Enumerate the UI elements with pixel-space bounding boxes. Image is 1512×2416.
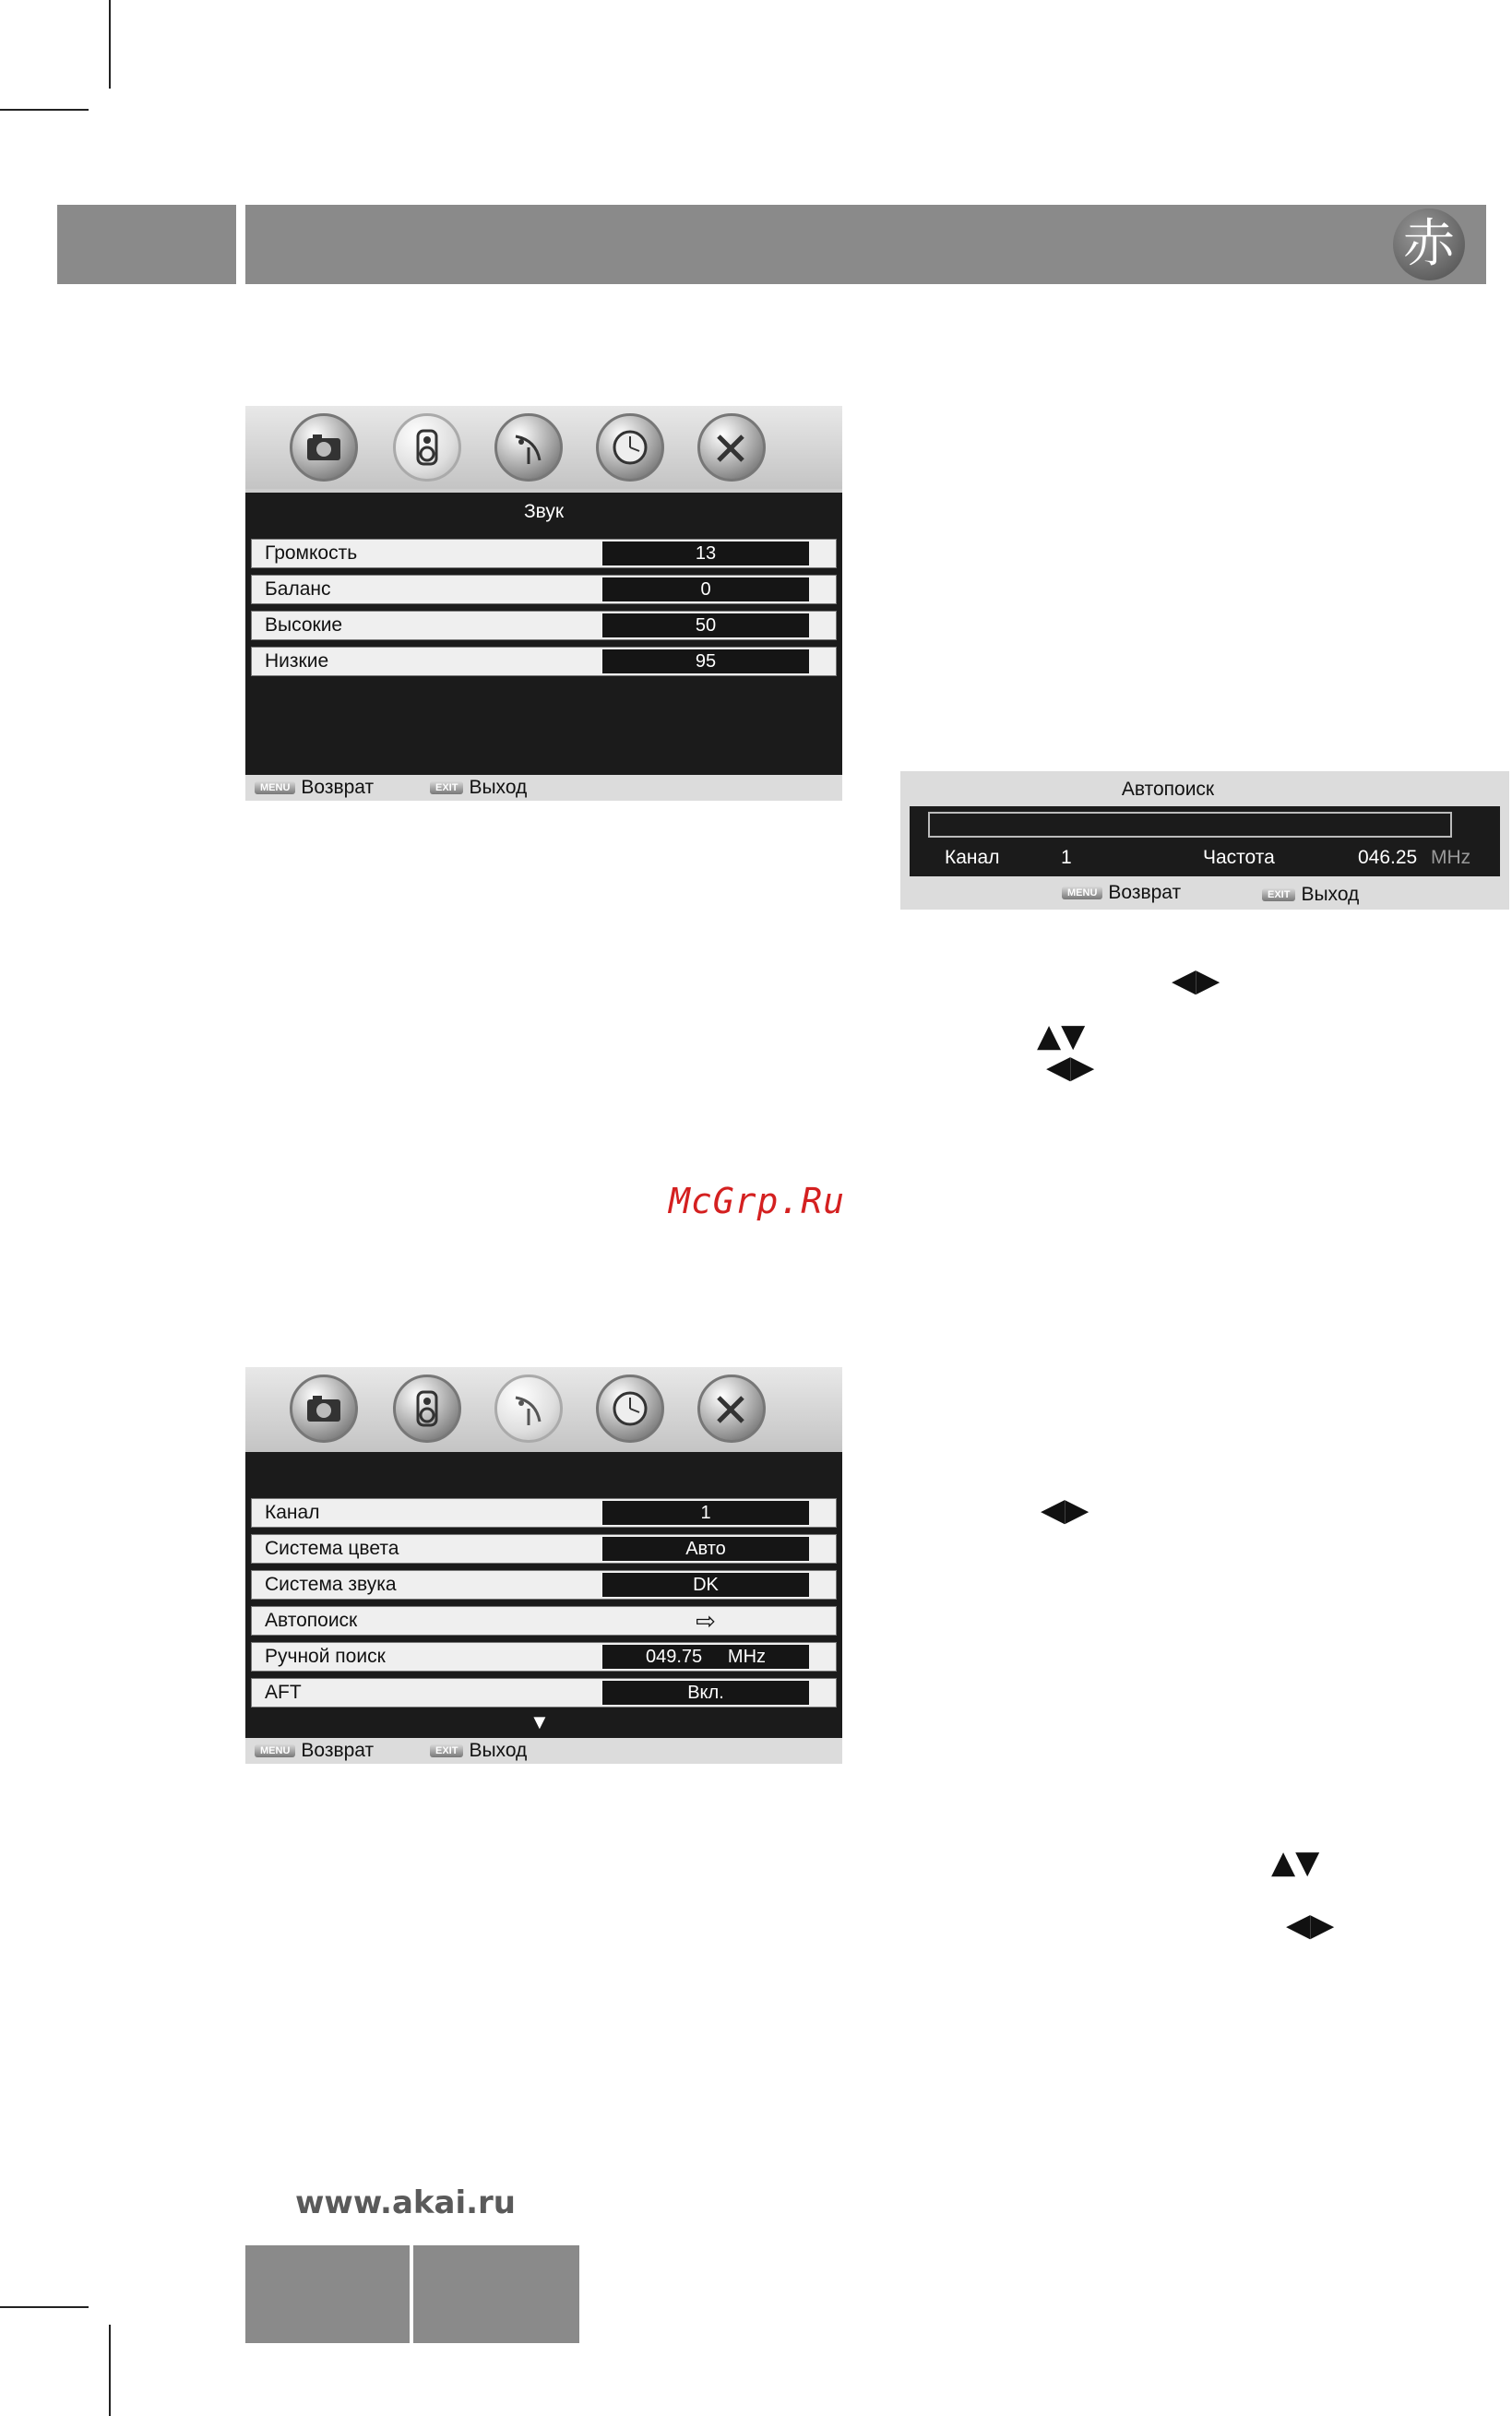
row-value: 13: [602, 542, 809, 565]
row-value: 049.75 MHz: [602, 1645, 809, 1669]
scroll-down-icon[interactable]: ▼: [530, 1710, 550, 1733]
left-right-arrows-icon: ◀▶: [1172, 962, 1220, 999]
back-label[interactable]: Возврат: [301, 777, 375, 798]
tools-icon[interactable]: [697, 1375, 766, 1443]
footer-tab-right: [413, 2245, 579, 2343]
brand-logo: 赤: [1393, 208, 1465, 280]
website-url[interactable]: www.akai.ru: [295, 2184, 517, 2221]
exit-label[interactable]: Выход: [469, 777, 528, 798]
row-label: AFT: [265, 1682, 302, 1703]
row-label: Автопоиск: [265, 1610, 358, 1631]
left-right-arrows-icon: ◀▶: [1046, 1049, 1095, 1086]
menu-key: MENU: [255, 1744, 295, 1757]
menu-row-channel[interactable]: [251, 1498, 837, 1528]
speaker-icon[interactable]: [393, 413, 461, 482]
exit-key: EXIT: [430, 1744, 463, 1757]
menu-row-sound-system[interactable]: [251, 1570, 837, 1600]
menu-key: MENU: [255, 781, 295, 794]
row-label: Громкость: [265, 542, 358, 564]
menu-row-volume[interactable]: [251, 539, 837, 568]
row-value: 50: [602, 613, 809, 637]
channel-label: Канал: [945, 847, 1000, 868]
menu-icon-bar: [245, 1367, 842, 1452]
menu-row-manual-search[interactable]: [251, 1642, 837, 1672]
menu-row-balance[interactable]: [251, 575, 837, 604]
footer-tab-left: [245, 2245, 410, 2343]
crop-mark: [0, 2306, 89, 2308]
exit-label[interactable]: Выход: [469, 1740, 528, 1761]
crop-mark: [109, 0, 111, 89]
menu-footer: [245, 775, 842, 801]
autosearch-osd: [900, 771, 1509, 910]
menu-row-bass[interactable]: [251, 647, 837, 676]
left-right-arrows-icon: ◀▶: [1041, 1492, 1089, 1529]
back-label[interactable]: Возврат: [301, 1740, 375, 1761]
frequency-value: 046.25: [1358, 847, 1418, 868]
row-label: Высокие: [265, 614, 343, 636]
crop-mark: [109, 2325, 111, 2416]
tools-icon[interactable]: [697, 413, 766, 482]
exit-label[interactable]: Выход: [1301, 884, 1360, 905]
row-label: Низкие: [265, 650, 329, 672]
up-down-arrows-icon: ▲▼: [1037, 1018, 1086, 1054]
left-right-arrows-icon: ◀▶: [1286, 1907, 1335, 1944]
arrow-right-icon: ⇨: [696, 1607, 716, 1635]
row-value: DK: [602, 1573, 809, 1597]
header-tab: [57, 205, 236, 284]
frequency-label: Частота: [1203, 847, 1275, 868]
row-label: Система звука: [265, 1574, 397, 1595]
camera-icon[interactable]: [290, 1375, 358, 1443]
exit-key: EXIT: [430, 781, 463, 794]
menu-row-treble[interactable]: [251, 611, 837, 640]
row-value: 0: [602, 577, 809, 601]
satellite-icon[interactable]: [494, 1375, 563, 1443]
menu-row-aft[interactable]: [251, 1678, 837, 1708]
row-label: Система цвета: [265, 1538, 399, 1559]
row-label: Ручной поиск: [265, 1646, 386, 1667]
header-bar: [245, 205, 1486, 284]
menu-row-color-system[interactable]: [251, 1534, 837, 1564]
row-value: 95: [602, 649, 809, 673]
row-value: Авто: [602, 1537, 809, 1561]
up-down-arrows-icon: ▲▼: [1271, 1844, 1320, 1881]
menu-key: MENU: [1062, 887, 1102, 899]
progress-bar: [928, 812, 1452, 838]
row-label: Баланс: [265, 578, 331, 600]
sound-menu-osd: [245, 406, 842, 801]
frequency-unit: MHz: [1431, 847, 1471, 868]
exit-key: EXIT: [1262, 888, 1295, 901]
autosearch-title: Автопоиск: [1121, 779, 1215, 800]
tuning-menu-osd: [245, 1367, 842, 1764]
row-label: Канал: [265, 1502, 320, 1523]
autosearch-footer: [900, 880, 1509, 906]
watermark: McGrp.Ru: [669, 1181, 846, 1221]
menu-title: Звук: [523, 501, 565, 522]
speaker-icon[interactable]: [393, 1375, 461, 1443]
menu-row-autosearch[interactable]: [251, 1606, 837, 1636]
row-value: 1: [602, 1501, 809, 1525]
crop-mark: [0, 109, 89, 111]
back-label[interactable]: Возврат: [1108, 882, 1182, 903]
satellite-icon[interactable]: [494, 413, 563, 482]
row-value: Вкл.: [602, 1681, 809, 1705]
clock-icon[interactable]: [596, 413, 664, 482]
clock-icon[interactable]: [596, 1375, 664, 1443]
channel-value: 1: [1061, 847, 1072, 868]
menu-icon-bar: [245, 406, 842, 489]
menu-footer: [245, 1738, 842, 1764]
camera-icon[interactable]: [290, 413, 358, 482]
